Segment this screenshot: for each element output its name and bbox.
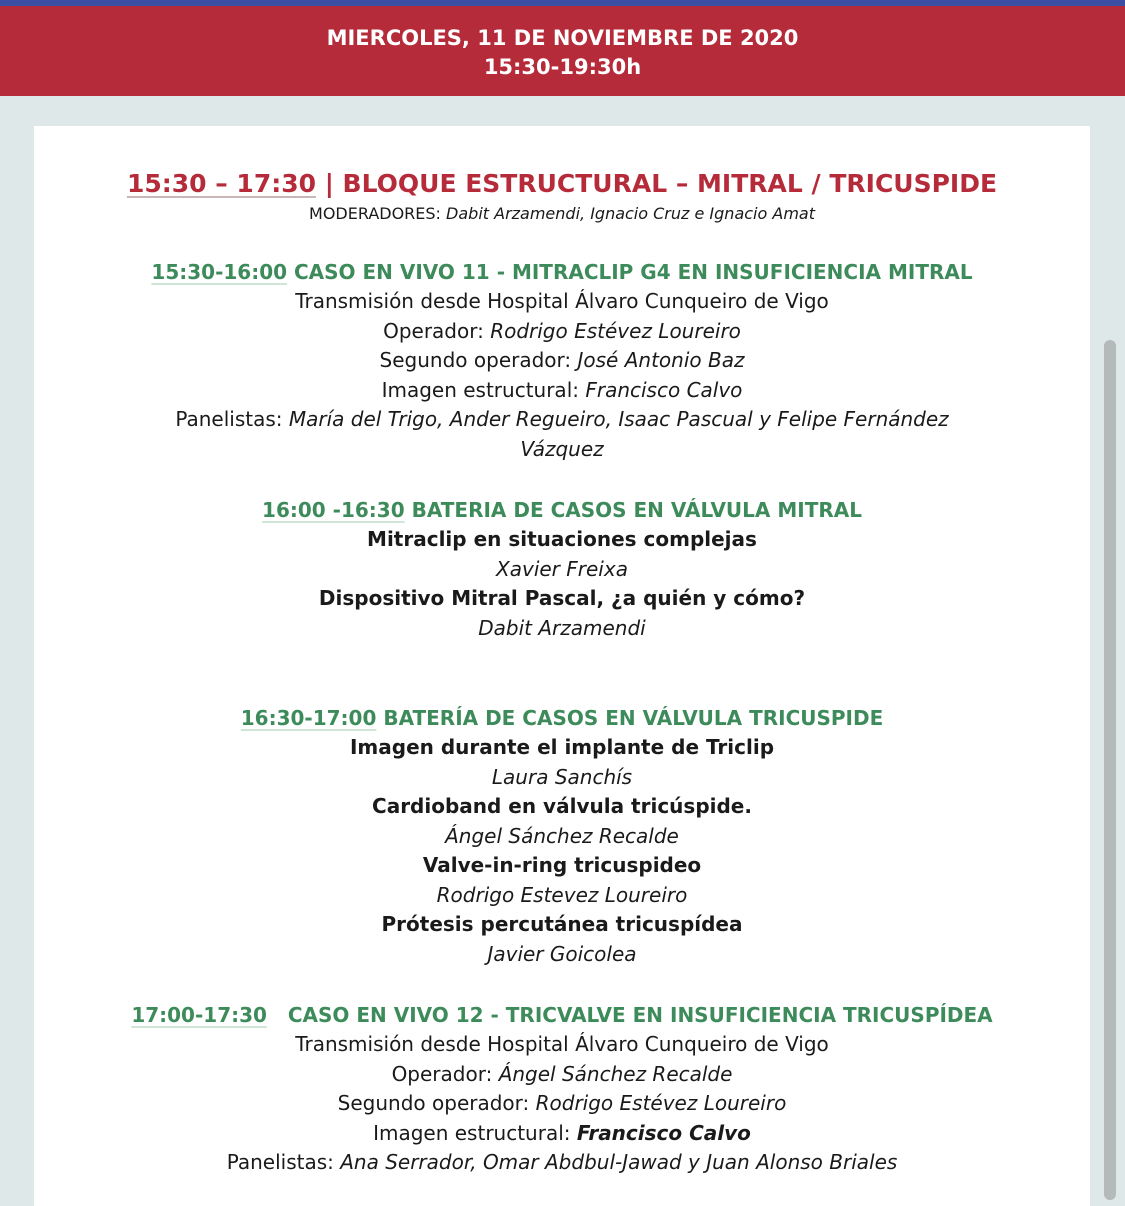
talk-title: Imagen durante el implante de Triclip: [349, 735, 775, 759]
section-time-link[interactable]: 16:00 -16:30: [262, 498, 405, 522]
header-hours: 15:30-19:30h: [483, 55, 642, 79]
panelists-names-cont: Vázquez: [520, 436, 604, 461]
section-title: [34, 1000, 1090, 1030]
imaging-line: [34, 1119, 1090, 1149]
section-title-text: BATERÍA DE CASOS EN VÁLVULA TRICUSPIDE: [376, 706, 884, 730]
section-title: [34, 703, 1090, 733]
talk-speaker: Rodrigo Estevez Loureiro: [436, 882, 688, 907]
panelists-label: Panelistas:: [175, 407, 289, 431]
imaging-label: Imagen estructural:: [381, 377, 586, 402]
block-title-text: | BLOQUE ESTRUCTURAL – MITRAL / TRICUSPIDE: [316, 169, 998, 198]
operator-name: Rodrigo Estévez Loureiro: [490, 318, 741, 343]
talk-title: Cardioband en válvula tricúspide.: [372, 794, 752, 818]
second-operator-label: Segundo operador:: [337, 1091, 536, 1115]
operator-label: Operador:: [391, 1061, 499, 1086]
talk-speaker: Ángel Sánchez Recalde: [445, 823, 679, 848]
second-operator-line: [34, 346, 1090, 376]
section-title: [34, 257, 1090, 287]
talk-title: Mitraclip en situaciones complejas: [367, 527, 757, 551]
imaging-name: Francisco Calvo: [585, 377, 743, 402]
section-live-case-11: [34, 257, 1090, 464]
second-operator-name: Rodrigo Estévez Loureiro: [535, 1091, 787, 1115]
talk-title: Dispositivo Mitral Pascal, ¿a quién y cómo?: [318, 586, 806, 610]
imaging-line: [34, 376, 1090, 406]
second-operator-name: José Antonio Baz: [577, 348, 745, 372]
transmission-line: Transmisión desde Hospital Álvaro Cunqueiro de Vigo: [295, 289, 829, 313]
operator-line: [34, 1060, 1090, 1090]
talk-speaker: Dabit Arzamendi: [478, 615, 646, 640]
panelists-line-cont: [34, 435, 1090, 465]
section-time-link[interactable]: 17:00-17:30: [131, 1003, 267, 1027]
second-operator-line: [34, 1089, 1090, 1119]
vertical-scrollbar[interactable]: [1104, 340, 1116, 1200]
program-card: [34, 126, 1090, 1206]
talk-speaker: Javier Goicolea: [487, 941, 637, 966]
imaging-name: Francisco Calvo: [576, 1120, 751, 1145]
panelists-line: [34, 405, 1090, 435]
panelists-names: Ana Serrador, Omar Abdbul-Jawad y Juan Alonso Briales: [340, 1150, 898, 1174]
section-time-link[interactable]: 16:30-17:00: [240, 706, 377, 730]
talk-speaker: Laura Sanchís: [491, 764, 633, 789]
panelists-line: [34, 1148, 1090, 1178]
transmission-line: Transmisión desde Hospital Álvaro Cunqueiro de Vigo: [295, 1032, 829, 1056]
moderators-label: MODERADORES:: [309, 204, 447, 223]
talk-speaker: Xavier Freixa: [496, 556, 628, 581]
section-title-text: CASO EN VIVO 11 - MITRACLIP G4 EN INSUFICIENCIA MITRAL: [287, 260, 973, 284]
panelists-label: Panelistas:: [226, 1150, 341, 1174]
header-date: MIERCOLES, 11 DE NOVIEMBRE DE 2020: [326, 26, 799, 50]
block-title: [34, 169, 1090, 199]
talk-title: Valve-in-ring tricuspideo: [422, 853, 702, 877]
moderators: [34, 204, 1090, 224]
section-live-case-12: [34, 1000, 1090, 1178]
section-title: [34, 495, 1090, 525]
operator-line: [34, 317, 1090, 347]
second-operator-label: Segundo operador:: [379, 348, 578, 372]
talk-title: Prótesis percutánea tricuspídea: [381, 912, 743, 936]
operator-name: Ángel Sánchez Recalde: [498, 1061, 733, 1086]
imaging-label: Imagen estructural:: [373, 1120, 577, 1145]
date-header: [0, 6, 1125, 96]
section-mitral-cases: [34, 495, 1090, 643]
block-time-link[interactable]: 15:30 – 17:30: [126, 169, 316, 198]
moderators-names: Dabit Arzamendi, Ignacio Cruz e Ignacio Amat: [446, 204, 815, 223]
operator-label: Operador:: [383, 318, 491, 343]
panelists-names: María del Trigo, Ander Regueiro, Isaac Pascual y Felipe Fernández: [288, 407, 949, 431]
section-tricuspid-cases: [34, 703, 1090, 969]
section-time-link[interactable]: 15:30-16:00: [151, 260, 288, 284]
section-title-text: BATERIA DE CASOS EN VÁLVULA MITRAL: [404, 498, 862, 522]
section-title-text: CASO EN VIVO 12 - TRICVALVE EN INSUFICIENCIA TRICUSPÍDEA: [266, 1003, 993, 1027]
